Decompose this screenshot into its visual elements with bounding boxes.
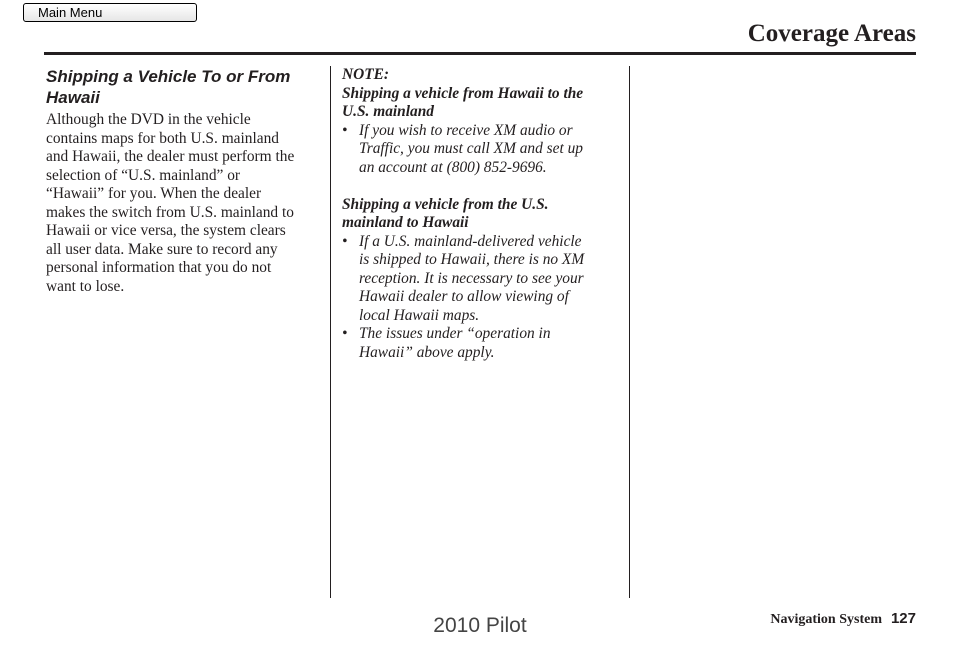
main-menu-button[interactable]: Main Menu <box>23 3 197 22</box>
bullet-text: is shipped to Hawaii, there is no XM <box>359 251 585 268</box>
subheading-line: Shipping a vehicle from the U.S. <box>342 195 549 213</box>
bullet-text: If you wish to receive XM audio or <box>359 121 573 139</box>
bullet-icon: • <box>342 325 348 342</box>
bullet-text: an account at (800) 852-9696. <box>359 158 547 176</box>
bullet-list <box>342 122 622 178</box>
bullet-text: local Hawaii maps. <box>359 306 480 324</box>
paragraph-line: want to lose. <box>46 277 125 295</box>
section-heading <box>46 66 322 108</box>
subheading-line: mainland to Hawaii <box>342 214 469 231</box>
subheading-hawaii-to-mainland <box>342 85 622 122</box>
column-divider-right <box>629 66 630 598</box>
paragraph-line: contains maps for both U.S. mainland <box>46 129 279 147</box>
bullet-icon: • <box>342 232 348 250</box>
bullet-icon: • <box>342 121 348 139</box>
bullet-text: reception. It is necessary to see your <box>359 269 584 287</box>
paragraph-line: Hawaii or vice versa, the system clears <box>46 222 286 239</box>
paragraph-line: “Hawaii” for you. When the dealer <box>46 185 262 202</box>
paragraph-line: and Hawaii, the dealer must perform the <box>46 148 295 165</box>
left-column <box>46 66 322 296</box>
paragraph-line: selection of “U.S. mainland” or <box>46 166 241 184</box>
bullet-text: If a U.S. mainland-delivered vehicle <box>359 232 582 250</box>
section-heading-line: Hawaii <box>46 88 100 107</box>
paragraph-line: all user data. Make sure to record any <box>46 240 278 258</box>
bullet-text: Traffic, you must call XM and set up <box>359 140 584 157</box>
bullet-item <box>342 325 622 362</box>
footer-section-name: Navigation System <box>770 612 882 627</box>
bullet-text: Hawaii dealer to allow viewing of <box>359 288 569 305</box>
page-title: Coverage Areas <box>747 20 916 47</box>
paragraph-line: personal information that you do not <box>46 259 272 276</box>
paragraph-line: makes the switch from U.S. mainland to <box>46 203 294 221</box>
watermark-text: 2010 Pilot <box>433 614 527 637</box>
column-divider-left <box>330 66 331 598</box>
bullet-item <box>342 122 622 178</box>
right-column <box>342 66 622 362</box>
subheading-mainland-to-hawaii <box>342 196 622 233</box>
page-number: 127 <box>890 610 916 627</box>
subheading-line: Shipping a vehicle from Hawaii to the <box>342 84 584 102</box>
subheading-line: U.S. mainland <box>342 103 434 120</box>
paragraph-line: Although the DVD in the vehicle <box>46 111 251 128</box>
bullet-item <box>342 233 622 326</box>
header-rule <box>44 52 916 55</box>
bullet-list <box>342 233 622 363</box>
note-title: NOTE: <box>342 66 390 83</box>
bullet-text: Hawaii” above apply. <box>359 343 495 361</box>
bullet-text: The issues under “operation in <box>359 325 551 342</box>
body-paragraph <box>46 111 322 296</box>
section-heading-line: Shipping a Vehicle To or From <box>46 67 291 86</box>
